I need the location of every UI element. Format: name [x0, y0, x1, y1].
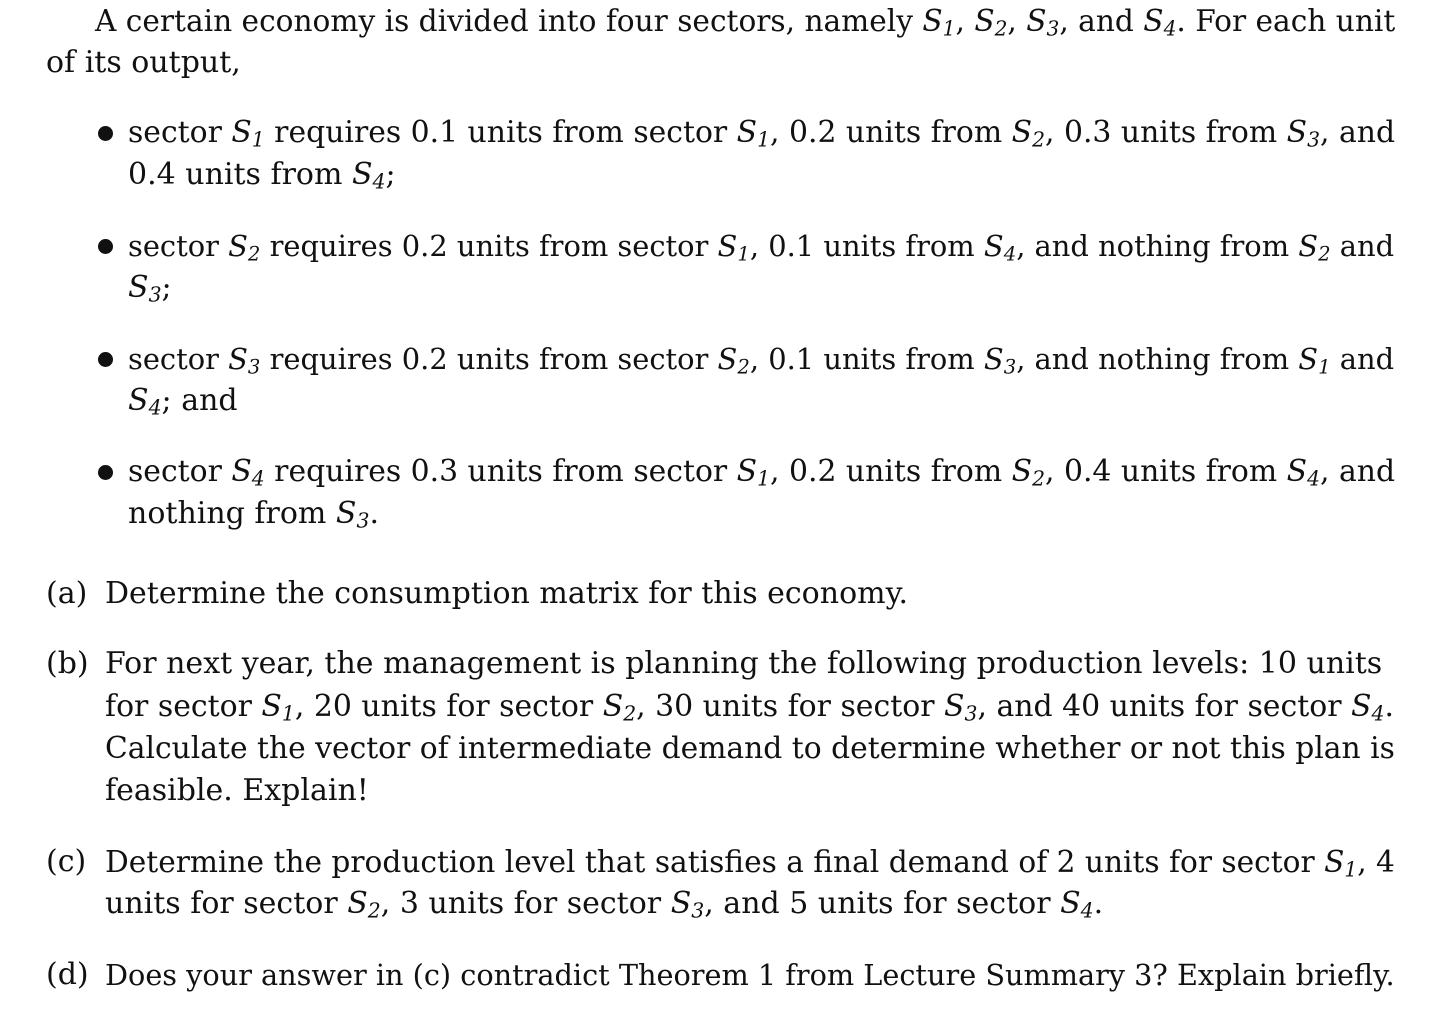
bullet-3-line-1: sector $S_3$ requires 0.2 units from sector $S_2$, 0.1 units from $S_3$, and nothing from $S_1$ and — [128, 342, 1395, 379]
bullet-2-line-1: sector $S_2$ requires 0.2 units from sector $S_1$, 0.1 units from $S_4$, and nothing from $S_2$ and — [128, 229, 1395, 266]
math-symbol: $S_3$ — [1026, 4, 1060, 41]
bullet-4-line-2: nothing from $S_3$. — [128, 496, 379, 533]
part-b-line-4: feasible. Explain! — [105, 773, 369, 808]
bullet-icon — [98, 352, 113, 367]
part-c-line-2: units for sector $S_2$, 3 units for sector $S_3$, and 5 units for sector $S_4$. — [105, 886, 1104, 923]
bullet-icon — [98, 126, 113, 141]
part-d-label: (d) — [46, 957, 89, 992]
part-c-label: (c) — [46, 844, 87, 879]
part-a-line-1: Determine the consumption matrix for this economy. — [105, 576, 909, 611]
part-a-label: (a) — [46, 576, 88, 611]
bullet-icon — [98, 465, 113, 480]
part-c-line-1: Determine the production level that satisfies a final demand of 2 units for sector $S_1$, 4 — [105, 844, 1395, 882]
part-d-line-1: Does your answer in (c) contradict Theorem 1 from Lecture Summary 3? Explain briefly. — [105, 958, 1395, 992]
part-b-label: (b) — [46, 646, 89, 681]
math-symbol: $S_2$ — [974, 4, 1008, 41]
intro-line-1: A certain economy is divided into four sectors, namely $S_1$, $S_2$, $S_3$, and $S_4$. For each unit — [95, 4, 1396, 41]
intro-text: A certain economy is divided into four sectors, namely — [95, 4, 923, 38]
part-b-line-1: For next year, the management is planning the following production levels: 10 units — [105, 646, 1383, 681]
part-b-line-3: Calculate the vector of intermediate demand to determine whether or not this plan is — [105, 731, 1395, 766]
bullet-icon — [98, 239, 113, 254]
bullet-1-line-1: sector $S_1$ requires 0.1 units from sector $S_1$, 0.2 units from $S_2$, 0.3 units from $S_3$, and — [128, 115, 1396, 152]
bullet-2-line-2: $S_3$; — [128, 270, 172, 307]
bullet-1-line-2: 0.4 units from $S_4$; — [128, 157, 396, 194]
part-b-line-2: for sector $S_1$, 20 units for sector $S_2$, 30 units for sector $S_3$, and 40 units for sector $S_4$. — [105, 689, 1394, 726]
intro-line-2: of its output, — [46, 45, 241, 80]
bullet-3-line-2: $S_4$; and — [128, 383, 238, 420]
math-symbol: $S_4$ — [1143, 4, 1177, 41]
bullet-4-line-1: sector $S_4$ requires 0.3 units from sector $S_1$, 0.2 units from $S_2$, 0.4 units from $S_4$, and — [128, 454, 1396, 491]
math-symbol: $S_1$ — [922, 4, 956, 41]
